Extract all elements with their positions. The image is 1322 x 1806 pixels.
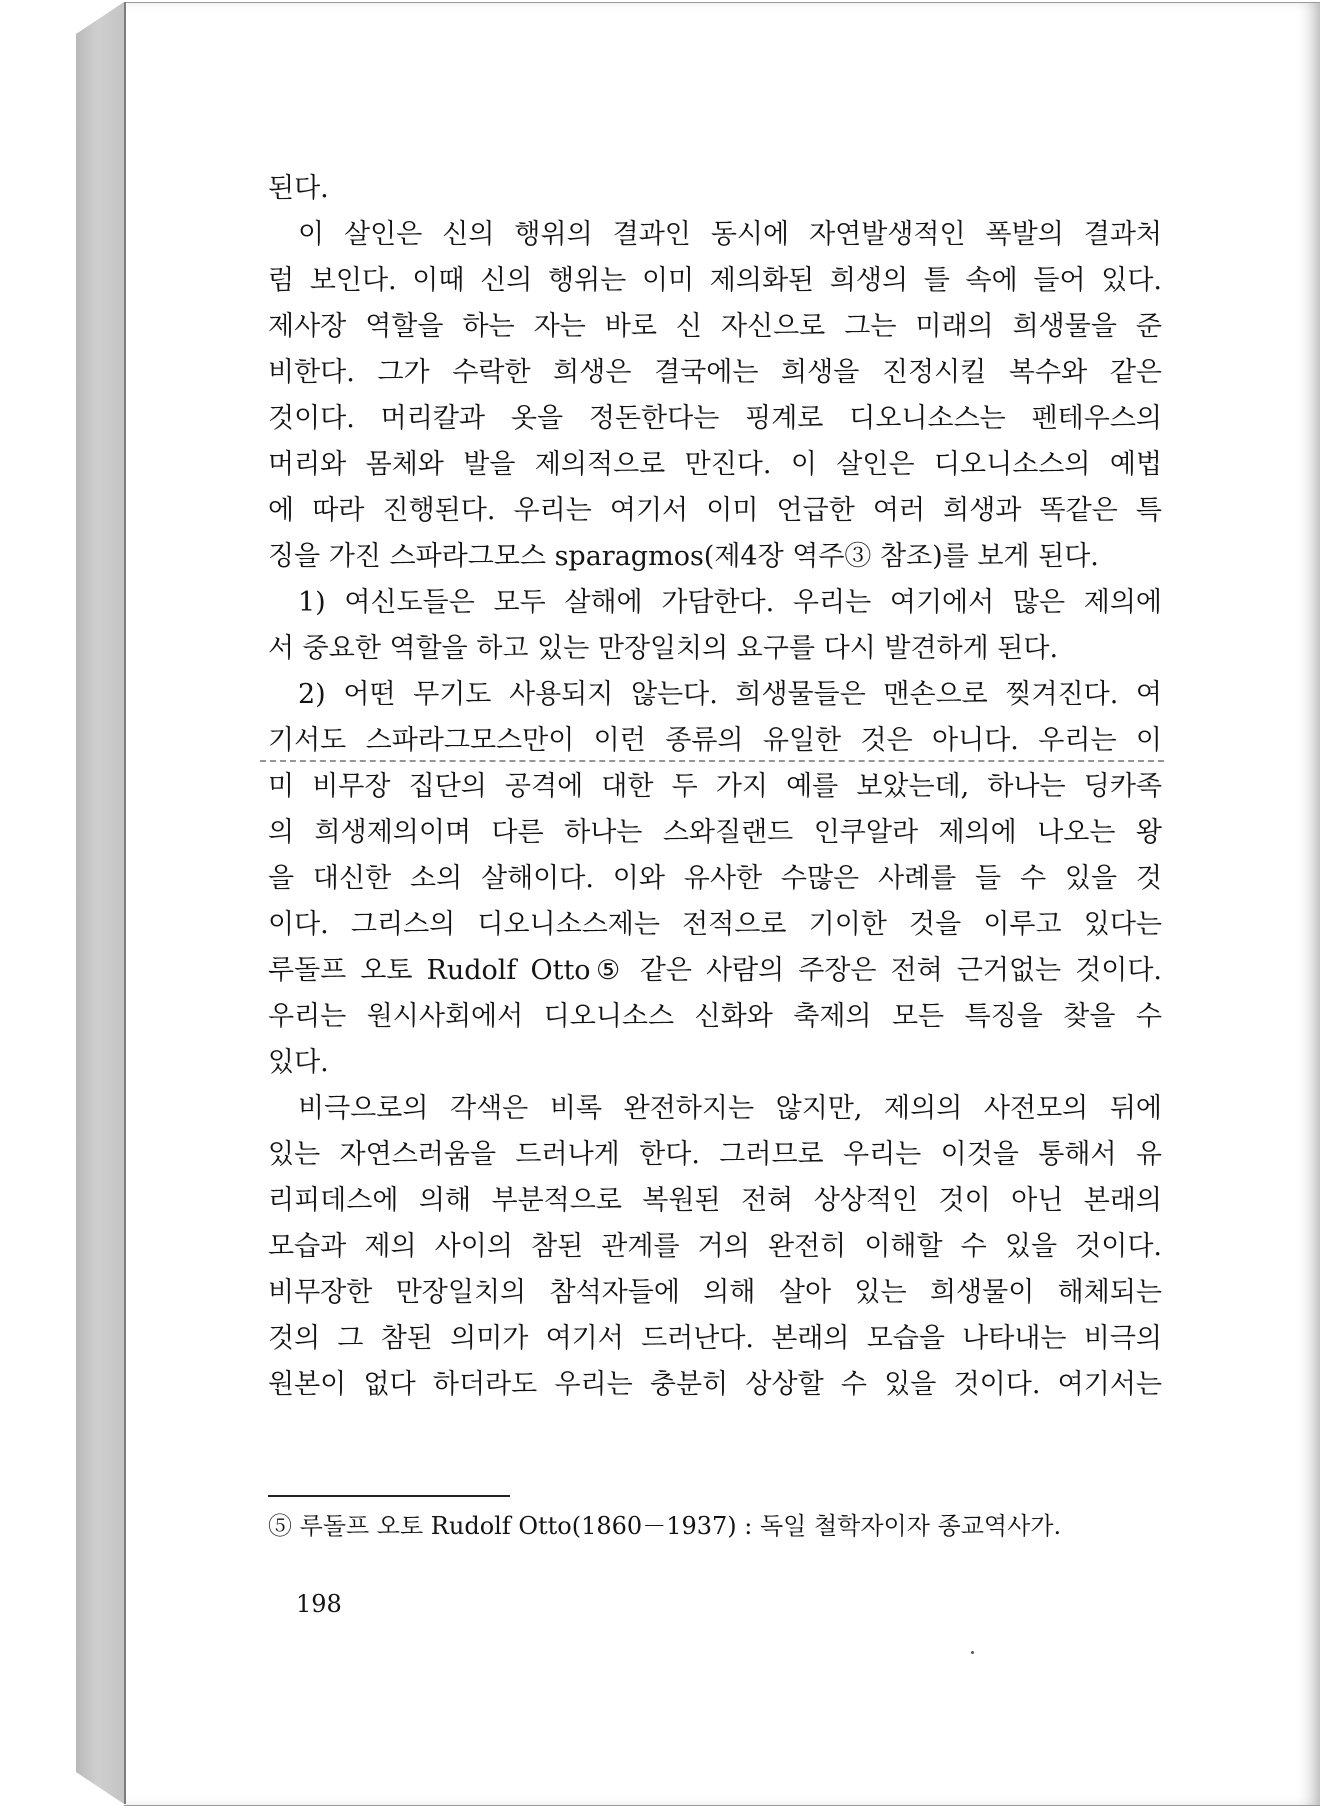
text-line: 에 따라 진행된다. 우리는 여기서 이미 언급한 여러 희생과 똑같은 특 — [268, 495, 1162, 526]
text-line: 원본이 없다 하더라도 우리는 충분히 상상할 수 있을 것이다. 여기서는 — [268, 1369, 1162, 1400]
text-line: 징을 가진 스파라그모스 sparagmos(제4장 역주③ 참조)를 보게 된다. — [268, 541, 1099, 572]
page-number: 198 — [296, 1590, 342, 1618]
page-binding-edge — [124, 2, 126, 1804]
text-line: 머리와 몸체와 발을 제의적으로 만진다. 이 살인은 디오니소스의 예법 — [268, 449, 1162, 480]
text-line: 1) 여신도들은 모두 살해에 가담한다. 우리는 여기에서 많은 제의에 — [298, 587, 1162, 618]
text-line: 것의 그 참된 의미가 여기서 드러난다. 본래의 모습을 나타내는 비극의 — [268, 1323, 1162, 1354]
text-line: 럼 보인다. 이때 신의 행위는 이미 제의화된 희생의 틀 속에 들어 있다. — [268, 265, 1162, 296]
text-line: 제사장 역할을 하는 자는 바로 신 자신으로 그는 미래의 희생물을 준 — [268, 311, 1162, 342]
text-line: 미 비무장 집단의 공격에 대한 두 가지 예를 보았는데, 하나는 딩카족 — [268, 771, 1162, 802]
text-line: 우리는 원시사회에서 디오니소스 신화와 축제의 모든 특징을 찾을 수 — [268, 1001, 1162, 1032]
text-line: 이다. 그리스의 디오니소스제는 전적으로 기이한 것을 이루고 있다는 — [268, 909, 1162, 940]
text-line: 기서도 스파라그모스만이 이런 종류의 유일한 것은 아니다. 우리는 이 — [268, 725, 1162, 756]
text-line: 을 대신한 소의 살해이다. 이와 유사한 수많은 사례를 들 수 있을 것 — [268, 863, 1162, 894]
scan-speck — [971, 1651, 974, 1654]
text-line: 비무장한 만장일치의 참석자들에 의해 살아 있는 희생물이 해체되는 — [268, 1277, 1162, 1308]
body-text — [268, 166, 1162, 1408]
footnote-rule — [268, 1495, 510, 1497]
text-line: 2) 어떤 무기도 사용되지 않는다. 희생물들은 맨손으로 찢겨진다. 여 — [298, 679, 1162, 710]
text-line: 있는 자연스러움을 드러나게 한다. 그러므로 우리는 이것을 통해서 유 — [268, 1139, 1162, 1170]
footnote: ⑤ 루돌프 오토 Rudolf Otto(1860－1937) : 독일 철학자이자 종교역사가. — [268, 1512, 1062, 1540]
text-line: 있다. — [268, 1047, 329, 1078]
text-line: 서 중요한 역할을 하고 있는 만장일치의 요구를 다시 발견하게 된다. — [268, 633, 1059, 664]
text-line: 비극으로의 각색은 비록 완전하지는 않지만, 제의의 사전모의 뒤에 — [298, 1093, 1162, 1124]
text-line: 비한다. 그가 수락한 희생은 결국에는 희생을 진정시킬 복수와 같은 — [268, 357, 1162, 388]
text-line: 모습과 제의 사이의 참된 관계를 거의 완전히 이해할 수 있을 것이다. — [268, 1231, 1162, 1262]
text-line: 이 살인은 신의 행위의 결과인 동시에 자연발생적인 폭발의 결과처 — [298, 219, 1162, 250]
text-line: 것이다. 머리칼과 옷을 정돈한다는 핑계로 디오니소스는 펜테우스의 — [268, 403, 1162, 434]
text-line: 리피데스에 의해 부분적으로 복원된 전혀 상상적인 것이 아닌 본래의 — [268, 1185, 1162, 1216]
text-line: 의 희생제의이며 다른 하나는 스와질랜드 인쿠알라 제의에 나오는 왕 — [268, 817, 1162, 848]
book-spine-edge — [76, 2, 124, 1804]
text-line: 루돌프 오토 Rudolf Otto⑤ 같은 사람의 주장은 전혀 근거없는 것이다. — [268, 955, 1162, 986]
scan-tear-line — [260, 760, 1164, 762]
text-line: 된다. — [268, 173, 329, 204]
